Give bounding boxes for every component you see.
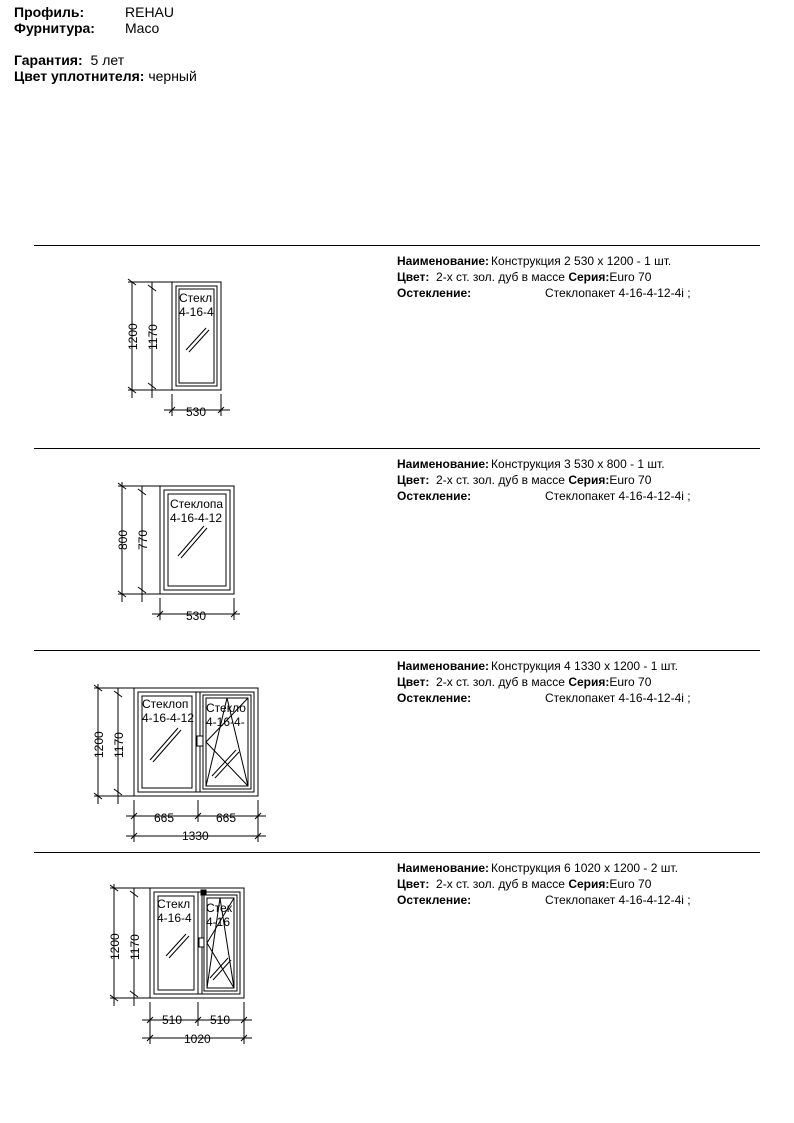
construction-info	[397, 253, 691, 301]
sash-text-line2: 4-16-4	[179, 305, 214, 319]
dim-width-right: 665	[216, 811, 237, 825]
right-sash-text-line1: Стекло	[206, 701, 246, 715]
construction-info	[397, 456, 691, 504]
left-sash-text-line2: 4-16-4	[157, 911, 192, 925]
hardware-label: Фурнитура:	[14, 20, 95, 36]
seal-value: черный	[148, 68, 197, 84]
name-value: Конструкция 3 530 x 800 - 1 шт.	[491, 457, 665, 471]
glazing-label: Остекление:	[397, 489, 472, 503]
color-label: Цвет:	[397, 877, 430, 891]
construction-info	[397, 658, 691, 706]
color-value: 2-х ст. зол. дуб в массе	[436, 877, 565, 891]
left-sash-text-line1: Стекл	[157, 897, 191, 911]
window-drawing	[102, 878, 262, 1048]
glazing-label: Остекление:	[397, 286, 472, 300]
series-value: Euro 70	[609, 877, 652, 891]
color-label: Цвет:	[397, 675, 430, 689]
color-value: 2-х ст. зол. дуб в массе	[436, 473, 565, 487]
color-value: 2-х ст. зол. дуб в массе	[436, 675, 565, 689]
section-divider	[34, 448, 760, 449]
series-label: Серия:	[568, 675, 610, 689]
header-profile-line	[14, 4, 175, 20]
dim-width-total: 530	[186, 405, 207, 419]
header-warranty-line	[14, 52, 124, 68]
warranty-label: Гарантия:	[14, 52, 83, 68]
profile-label: Профиль:	[14, 4, 85, 20]
sash-text-line2: 4-16-4-12	[170, 511, 223, 525]
right-sash-text-line2: 4-16-4-	[206, 715, 245, 729]
dim-width-left: 665	[154, 811, 175, 825]
dim-height-inner: 1170	[146, 324, 160, 350]
glazing-label: Остекление:	[397, 691, 472, 705]
window-drawing	[86, 676, 272, 846]
dim-height-outer: 1200	[92, 731, 106, 758]
section-divider	[34, 852, 760, 853]
sash-text-line1: Стеклопа	[170, 497, 224, 511]
name-label: Наименование:	[397, 457, 490, 471]
glazing-value: Стеклопакет 4-16-4-12-4i ;	[545, 893, 691, 907]
name-label: Наименование:	[397, 861, 490, 875]
dim-width-total: 530	[186, 609, 207, 623]
header-hardware-line	[14, 20, 160, 36]
name-value: Конструкция 4 1330 x 1200 - 1 шт.	[491, 659, 678, 673]
series-value: Euro 70	[609, 270, 652, 284]
name-label: Наименование:	[397, 254, 490, 268]
glazing-value: Стеклопакет 4-16-4-12-4i ;	[545, 286, 691, 300]
dim-width-right: 510	[210, 1013, 231, 1027]
color-label: Цвет:	[397, 473, 430, 487]
left-sash-text-line1: Стеклоп	[142, 697, 189, 711]
dim-height-outer: 1200	[108, 933, 122, 960]
color-value: 2-х ст. зол. дуб в массе	[436, 270, 565, 284]
header-seal-line	[14, 68, 197, 84]
window-drawing	[110, 474, 250, 629]
dim-width-total: 1020	[184, 1032, 211, 1046]
name-value: Конструкция 2 530 x 1200 - 1 шт.	[491, 254, 672, 268]
glazing-value: Стеклопакет 4-16-4-12-4i ;	[545, 489, 691, 503]
glazing-value: Стеклопакет 4-16-4-12-4i ;	[545, 691, 691, 705]
series-label: Серия:	[568, 877, 610, 891]
section-divider	[34, 245, 760, 246]
series-value: Euro 70	[609, 675, 652, 689]
warranty-value: 5 лет	[90, 52, 125, 68]
hardware-value: Maco	[125, 20, 160, 36]
right-sash-text-line2: 4-16	[206, 915, 231, 929]
name-label: Наименование:	[397, 659, 490, 673]
dim-height-inner: 770	[136, 529, 150, 550]
section-divider	[34, 650, 760, 651]
series-value: Euro 70	[609, 473, 652, 487]
dim-height-inner: 1170	[112, 732, 126, 758]
right-sash-text-line1: Стек	[206, 901, 232, 915]
left-sash-text-line2: 4-16-4-12	[142, 711, 195, 725]
sash-text-line1: Стекл	[179, 291, 213, 305]
color-label: Цвет:	[397, 270, 430, 284]
series-label: Серия:	[568, 270, 610, 284]
name-value: Конструкция 6 1020 x 1200 - 2 шт.	[491, 861, 678, 875]
dim-width-left: 510	[162, 1013, 183, 1027]
dim-width-total: 1330	[182, 829, 209, 843]
series-label: Серия:	[568, 473, 610, 487]
construction-info	[397, 860, 691, 908]
dim-height-inner: 1170	[128, 934, 142, 960]
seal-label: Цвет уплотнителя:	[14, 68, 145, 84]
dim-height-outer: 1200	[126, 323, 140, 350]
profile-value: REHAU	[125, 4, 175, 20]
window-drawing	[120, 270, 240, 425]
glazing-label: Остекление:	[397, 893, 472, 907]
dim-height-outer: 800	[116, 529, 130, 550]
